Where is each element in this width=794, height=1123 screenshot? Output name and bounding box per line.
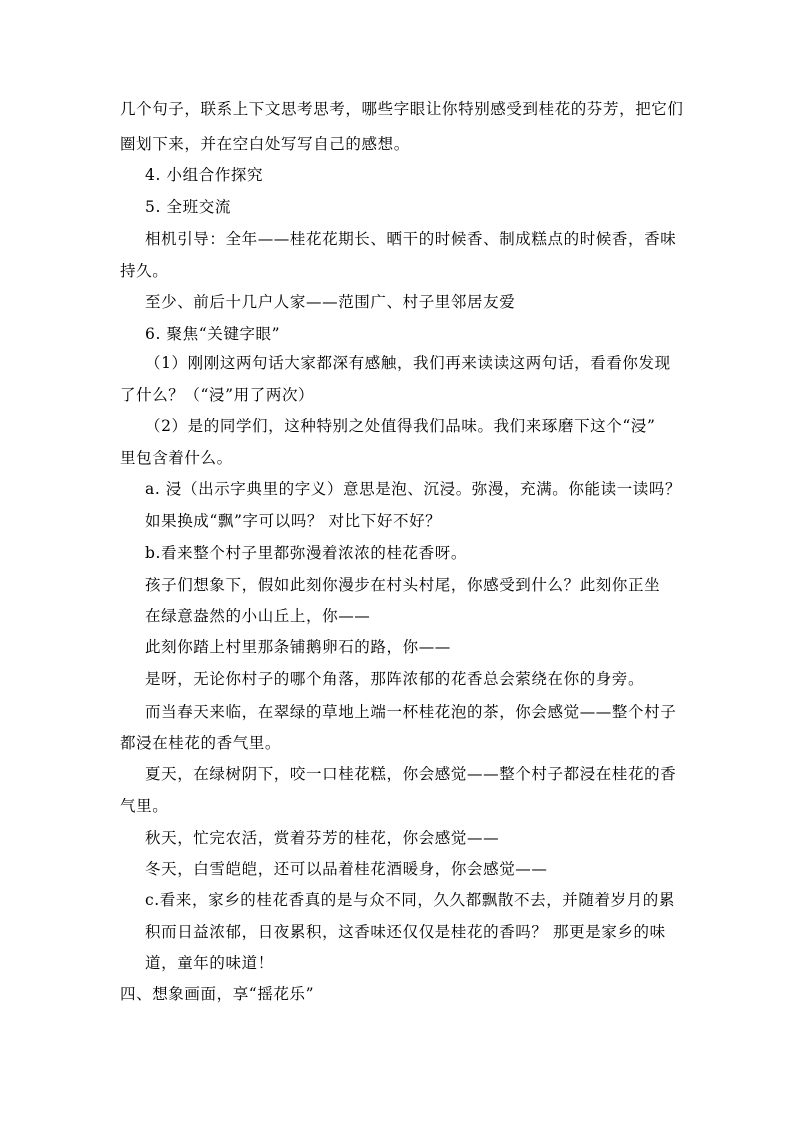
text-line: c.看来，家乡的桂花香真的是与众不同，久久都飘散不去，并随着岁月的累	[145, 891, 676, 909]
list-item-heading: 5. 全班交流	[145, 198, 231, 216]
text-line: 此刻你踏上村里那条铺鹅卵石的路，你——	[145, 638, 451, 656]
text-line: 都浸在桂花的香气里。	[120, 734, 282, 752]
text-line: 至少、前后十几户人家——范围广、村子里邻居友爱	[145, 293, 516, 311]
text-line: b.看来整个村子里都弥漫着浓浓的桂花香呀。	[145, 544, 467, 562]
text-line: （1）刚刚这两句话大家都深有感触，我们再来读读这两句话，看看你发现	[145, 354, 671, 372]
text-line: 在绿意盎然的小山丘上，你——	[145, 607, 371, 625]
text-line: 里包含着什么。	[120, 449, 233, 467]
text-line: 秋天，忙完农活，赏着芬芳的桂花，你会感觉——	[145, 829, 500, 847]
text-line: 孩子们想象下，假如此刻你漫步在村头村尾，你感受到什么？此刻你正坐	[145, 576, 661, 594]
text-line: 而当春天来临，在翠绿的草地上端一杯桂花泡的茶，你会感觉——整个村子	[145, 703, 677, 721]
list-item-heading: 4. 小组合作探究	[145, 166, 264, 184]
text-line: 几个句子，联系上下文思考思考，哪些字眼让你特别感受到桂花的芬芳，把它们	[120, 100, 684, 118]
text-line: 积而日益浓郁，日夜累积，这香味还仅仅是桂花的香吗？ 那更是家乡的味	[145, 923, 666, 941]
text-line: 圈划下来，并在空白处写写自己的感想。	[120, 135, 410, 153]
text-line: 道，童年的味道！	[145, 954, 274, 972]
text-line: 冬天，白雪皑皑，还可以品着桂花酒暖身，你会感觉——	[145, 860, 548, 878]
text-line: 了什么？（“浸”用了两次）	[120, 386, 315, 404]
text-line: 如果换成“飘”字可以吗？ 对比下好不好？	[145, 512, 442, 530]
text-line: a. 浸（出示字典里的字义）意思是泡、沉浸。弥漫，充满。你能读一读吗？	[145, 480, 682, 498]
text-line: 相机引导：全年——桂花花期长、晒干的时候香、制成糕点的时候香，香味	[145, 230, 677, 248]
text-line: 气里。	[120, 797, 169, 815]
text-line: 持久。	[120, 262, 169, 280]
list-item-heading: 6. 聚焦“关键字眼”	[145, 325, 281, 343]
text-line: 夏天，在绿树阴下，咬一口桂花糕，你会感觉——整个村子都浸在桂花的香	[145, 765, 677, 783]
text-line: 是呀，无论你村子的哪个角落，那阵浓郁的花香总会萦绕在你的身旁。	[145, 670, 645, 688]
text-line: （2）是的同学们，这种特别之处值得我们品味。我们来琢磨下这个“浸”	[145, 417, 656, 435]
section-heading: 四、想象画面，享“摇花乐”	[120, 985, 315, 1003]
